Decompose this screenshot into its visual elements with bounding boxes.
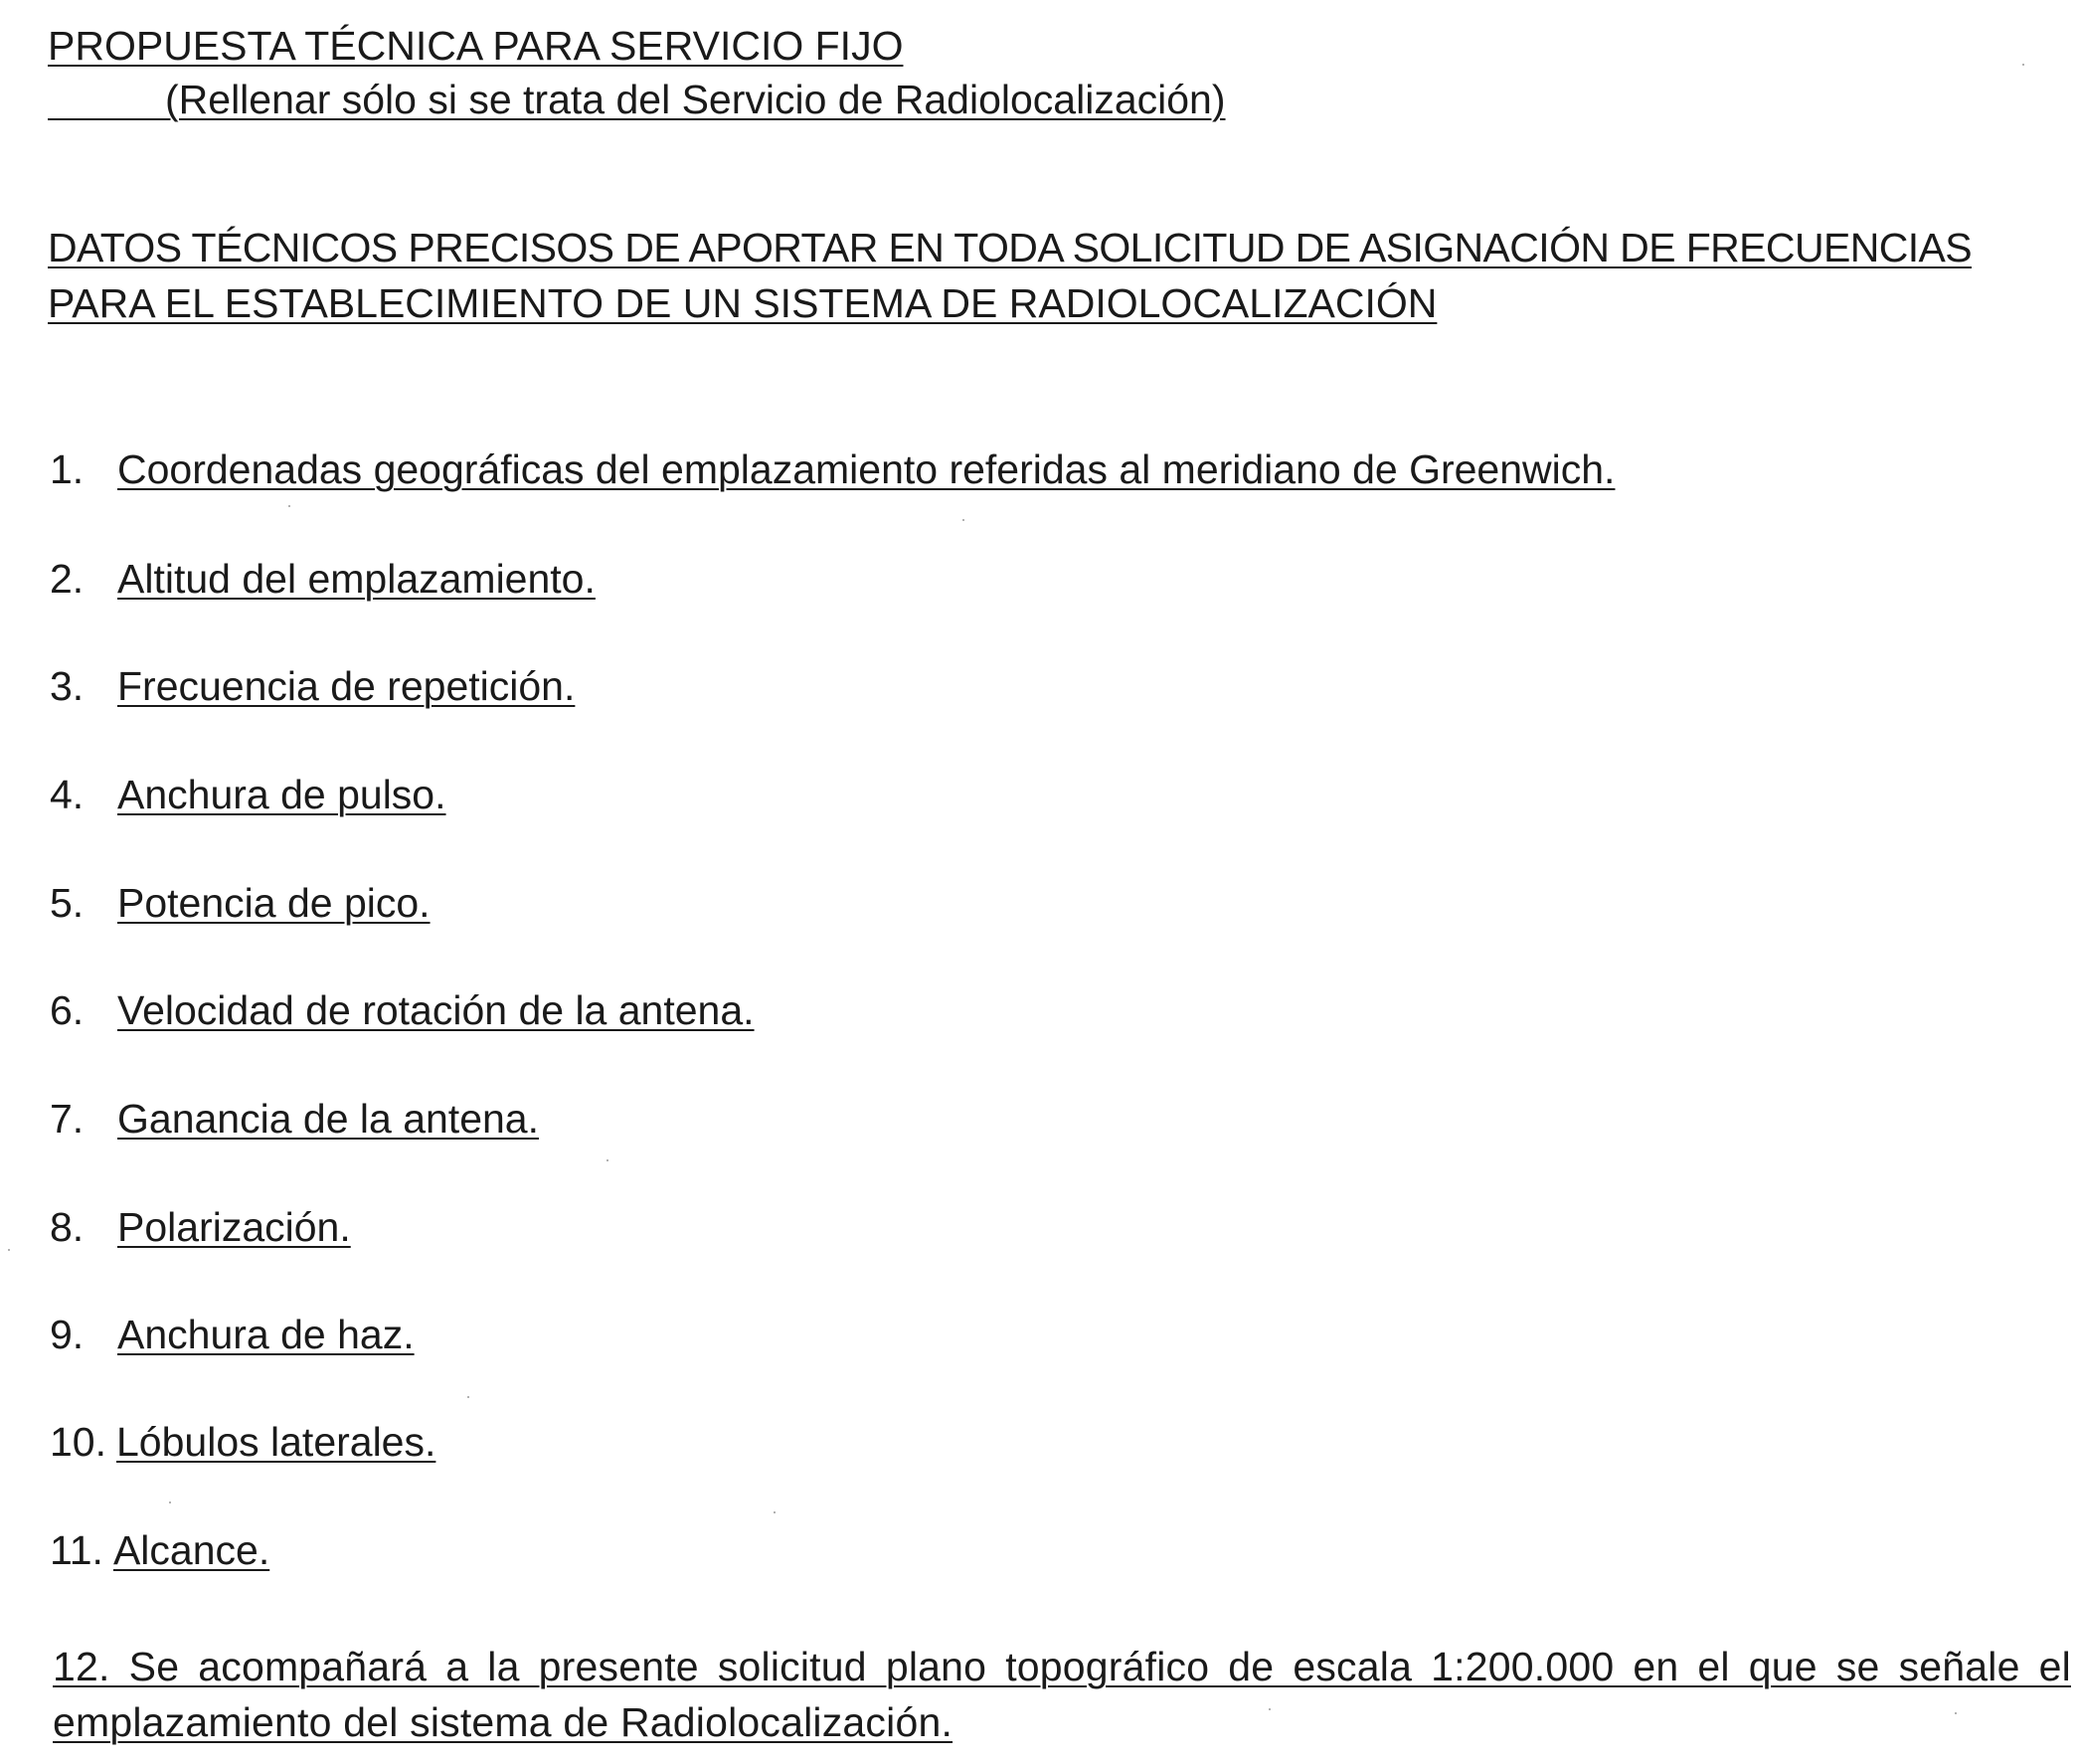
item-number: 7. <box>50 1096 85 1142</box>
item-number: 11. <box>50 1527 103 1573</box>
document-subtitle <box>48 77 1226 122</box>
item-number: 4. <box>50 772 85 817</box>
list-item <box>50 1527 270 1573</box>
item-label: Anchura de haz. <box>117 1312 415 1357</box>
item-number: 10. <box>50 1419 106 1465</box>
item-number: 3. <box>50 663 85 709</box>
list-item <box>50 1312 415 1357</box>
item-number: 5. <box>50 880 85 926</box>
item-number: 1. <box>50 446 85 492</box>
item-label: Potencia de pico. <box>117 880 431 926</box>
list-item <box>50 987 755 1033</box>
item-label: Lóbulos laterales. <box>116 1419 436 1465</box>
section-heading-line-2: PARA EL ESTABLECIMIENTO DE UN SISTEMA DE RADIOLOCALIZACIÓN <box>48 280 1438 326</box>
item-label: Altitud del emplazamiento. <box>117 556 596 602</box>
item-label: Frecuencia de repetición. <box>117 663 576 709</box>
list-item <box>50 446 1616 492</box>
item-label: Anchura de pulso. <box>117 772 446 817</box>
list-item <box>50 663 576 709</box>
section-heading-line-1: DATOS TÉCNICOS PRECISOS DE APORTAR EN TODA SOLICITUD DE ASIGNACIÓN DE FRECUENCIAS <box>48 225 1972 270</box>
list-item <box>50 1096 539 1142</box>
item-number: 8. <box>50 1204 85 1250</box>
item-12-paragraph: 12. Se acompañará a la presente solicitud plano topográfico de escala 1:200.000 en el que se señale el emplazamiento del sistema de Radiolocalización. <box>53 1644 2071 1745</box>
item-label: Velocidad de rotación de la antena. <box>117 987 755 1033</box>
item-number: 9. <box>50 1312 85 1357</box>
list-item <box>50 556 596 602</box>
item-label: Ganancia de la antena. <box>117 1096 539 1142</box>
subtitle-text: (Rellenar sólo si se trata del Servicio de Radiolocalización) <box>165 77 1226 122</box>
list-item <box>50 772 446 817</box>
item-label: Coordenadas geográficas del emplazamiento referidas al meridiano de Greenwich. <box>117 446 1616 492</box>
underline-lead <box>48 117 165 120</box>
item-label: Alcance. <box>112 1527 270 1573</box>
document-title: PROPUESTA TÉCNICA PARA SERVICIO FIJO <box>48 23 904 69</box>
item-number: 6. <box>50 987 85 1033</box>
item-number: 2. <box>50 556 85 602</box>
list-item <box>50 1419 436 1465</box>
list-item <box>50 1204 351 1250</box>
item-label: Polarización. <box>117 1204 351 1250</box>
list-item <box>50 880 431 926</box>
